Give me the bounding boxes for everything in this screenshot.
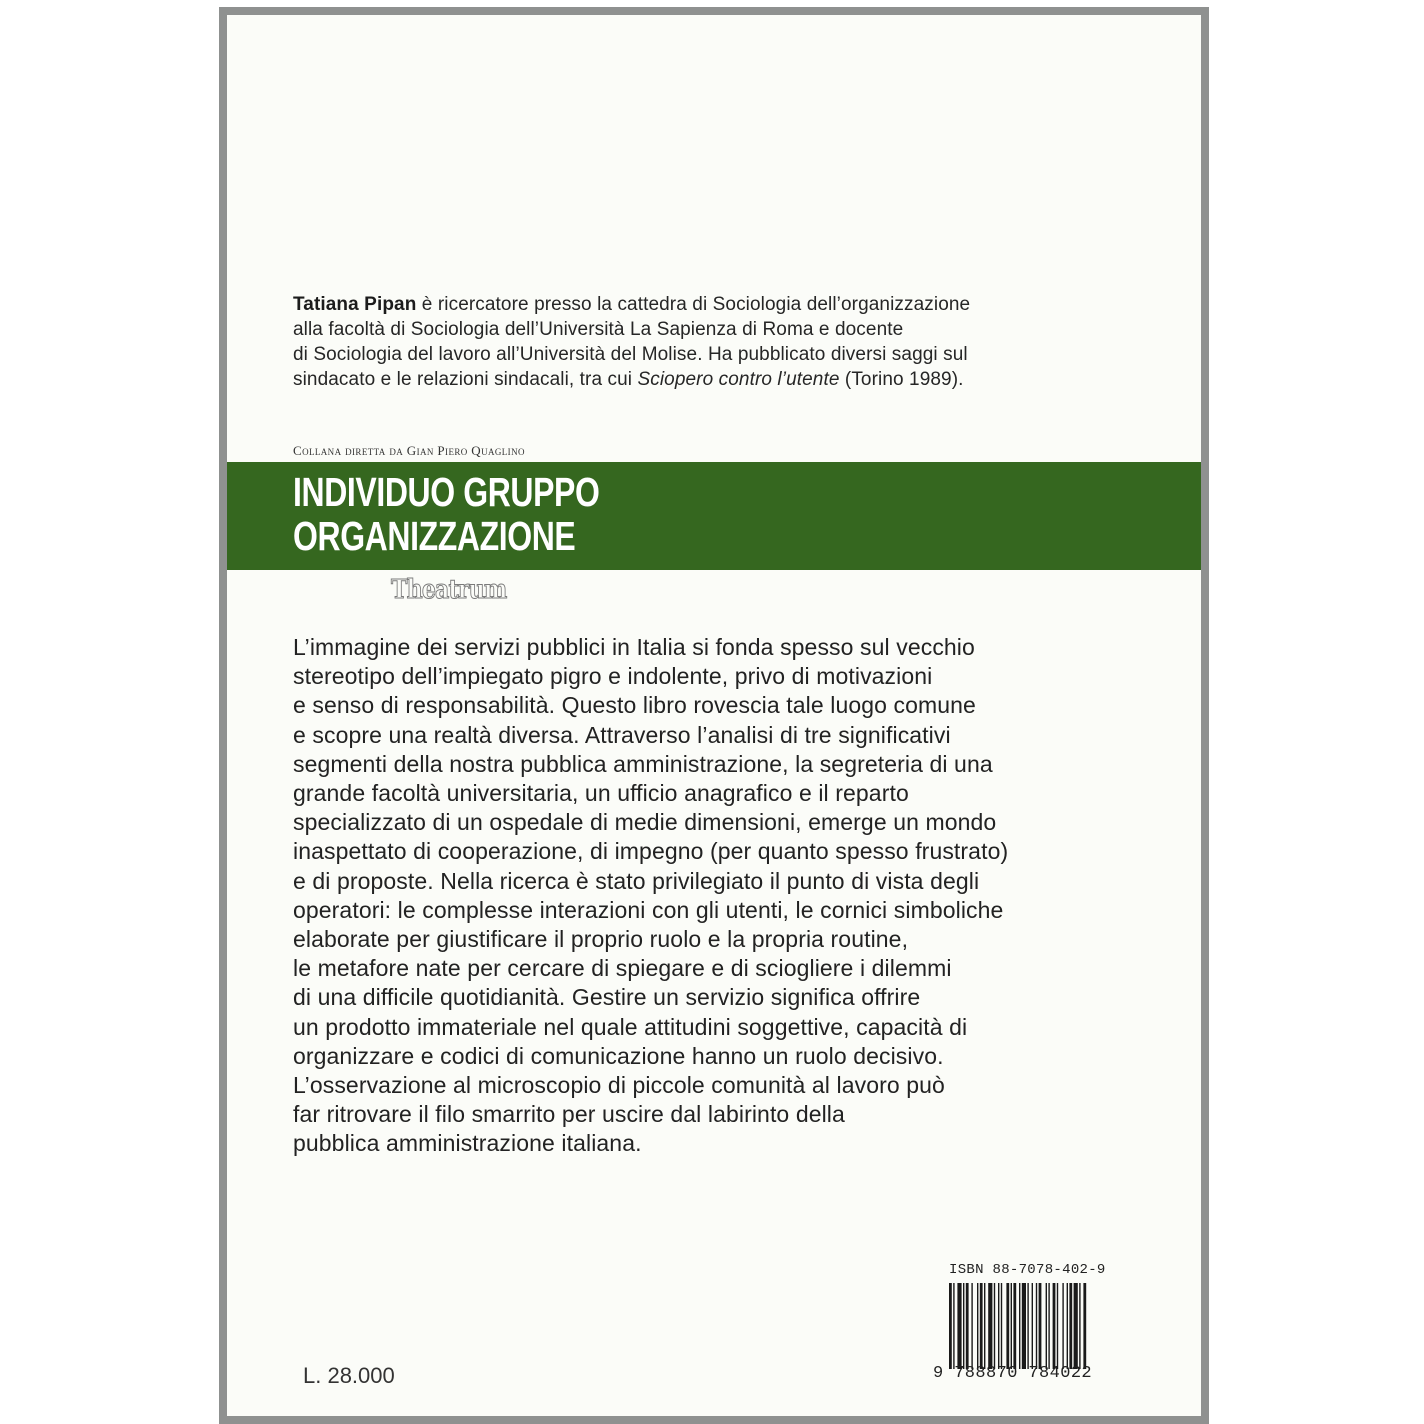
bio-line-3: di Sociologia del lavoro all’Università del Molise. Ha pubblicato diversi saggi sul <box>293 344 968 365</box>
blurb-line: far ritrovare il filo smarrito per uscire dal labirinto della <box>293 1101 845 1128</box>
bio-line-4 <box>293 367 1173 392</box>
series-band <box>227 462 1201 570</box>
cited-book-title: Sciopero contro l’utente <box>637 369 840 390</box>
blurb-line: operatori: le complesse interazioni con gli utenti, le cornici simboliche <box>293 896 1004 923</box>
blurb-line: inaspettato di cooperazione, di impegno (per quanto spesso frustrato) <box>293 838 1009 865</box>
bio-line-4-end: (Torino 1989). <box>839 369 964 390</box>
blurb-line: grande facoltà universitaria, un ufficio anagrafico e il reparto <box>293 780 909 807</box>
bio-line-2: alla facoltà di Sociologia dell’Università La Sapienza di Roma e docente <box>293 319 904 340</box>
blurb-line: L’osservazione al microscopio di piccole comunità al lavoro può <box>293 1072 945 1099</box>
blurb-line: un prodotto immateriale nel quale attitudini soggettive, capacità di <box>293 1013 968 1040</box>
series-editor-credit: Collana diretta da Gian Piero Quaglino <box>293 443 525 458</box>
series-title-line-2: ORGANIZZAZIONE <box>293 513 576 559</box>
bio-line-1 <box>293 292 1173 317</box>
isbn: ISBN 88-7078-402-9 <box>949 1262 1106 1278</box>
blurb-line: organizzare e codici di comunicazione hanno un ruolo decisivo. <box>293 1042 944 1069</box>
blurb-line: e scopre una realtà diversa. Attraverso l’analisi di tre significativi <box>293 721 951 748</box>
barcode <box>949 1283 1125 1369</box>
blurb-line: specializzato di un ospedale di medie dimensioni, emerge un mondo <box>293 809 997 836</box>
blurb-line: L’immagine dei servizi pubblici in Italia si fonda spesso sul vecchio <box>293 634 975 660</box>
blurb <box>293 633 1193 1159</box>
publisher-logo: Theatrum <box>391 575 507 605</box>
author-bio <box>293 292 1173 392</box>
bio-line-1-text: è ricercatore presso la cattedra di Sociologia dell’organizzazione <box>416 294 971 315</box>
blurb-line: pubblica amministrazione italiana. <box>293 1130 642 1157</box>
series-title <box>293 470 599 558</box>
book-back-cover <box>219 7 1209 1424</box>
series-title-line-1: INDIVIDUO GRUPPO <box>293 469 600 515</box>
blurb-line: segmenti della nostra pubblica amministrazione, la segreteria di una <box>293 750 993 777</box>
blurb-line: e senso di responsabilità. Questo libro rovescia tale luogo comune <box>293 692 976 719</box>
barcode-digits: 9 788870 784022 <box>933 1364 1093 1383</box>
blurb-line: le metafore nate per cercare di spiegare e di sciogliere i dilemmi <box>293 955 952 982</box>
price: L. 28.000 <box>303 1363 395 1388</box>
blurb-line: elaborate per giustificare il proprio ruolo e la propria routine, <box>293 926 909 953</box>
blurb-line: di una difficile quotidianità. Gestire un servizio significa offrire <box>293 984 921 1011</box>
blurb-line: stereotipo dell’impiegato pigro e indolente, privo di motivazioni <box>293 663 933 690</box>
blurb-line: e di proposte. Nella ricerca è stato privilegiato il punto di vista degli <box>293 867 980 894</box>
bio-line-4-text: sindacato e le relazioni sindacali, tra cui <box>293 369 638 390</box>
author-name: Tatiana Pipan <box>293 294 417 315</box>
